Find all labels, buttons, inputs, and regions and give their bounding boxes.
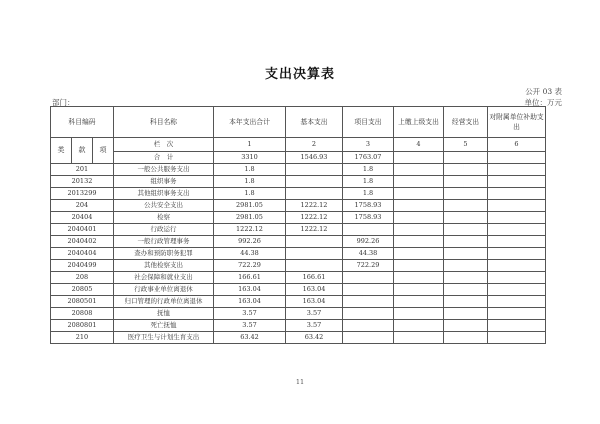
cell-project: 1.8 (343, 176, 394, 188)
cell-subsidiary (488, 188, 546, 200)
cell-code: 2080501 (51, 296, 114, 308)
table-row (51, 200, 546, 212)
cell-name: 行政事业单位离退休 (114, 284, 214, 296)
header-kuan: 款 (72, 138, 93, 164)
cell-to-superior (394, 212, 444, 224)
cell-basic (286, 236, 343, 248)
col-num-5: 5 (444, 138, 488, 152)
cell-name: 医疗卫生与计划生育支出 (114, 332, 214, 344)
table-row (51, 332, 546, 344)
cell-project: 1758.93 (343, 200, 394, 212)
header-basic: 基本支出 (286, 107, 343, 138)
cell-basic: 3.57 (286, 308, 343, 320)
table-row (51, 308, 546, 320)
cell-basic: 163.04 (286, 284, 343, 296)
cell-subsidiary (488, 308, 546, 320)
cell-total: 3.57 (214, 308, 286, 320)
cell-name: 社会保障和就业支出 (114, 272, 214, 284)
cell-basic: 166.61 (286, 272, 343, 284)
cell-total: 163.04 (214, 284, 286, 296)
cell-code: 2040401 (51, 224, 114, 236)
cell-code: 2040499 (51, 260, 114, 272)
table-row (51, 176, 546, 188)
cell-to-superior (394, 176, 444, 188)
cell-subsidiary (488, 284, 546, 296)
header-total: 本年支出合计 (214, 107, 286, 138)
cell-business (444, 260, 488, 272)
cell-total: 3.57 (214, 320, 286, 332)
cell-business (444, 200, 488, 212)
col-num-6: 6 (488, 138, 546, 152)
cell-business (444, 296, 488, 308)
total-row (51, 152, 546, 164)
cell-subsidiary (488, 296, 546, 308)
cell-name: 归口管理的行政单位离退休 (114, 296, 214, 308)
cell-business (444, 236, 488, 248)
col-num-3: 3 (343, 138, 394, 152)
col-num-4: 4 (394, 138, 444, 152)
cell-basic (286, 188, 343, 200)
cell-to-superior (394, 200, 444, 212)
cell-basic (286, 176, 343, 188)
cell-business (444, 212, 488, 224)
cell-business (444, 164, 488, 176)
cell-project: 992.26 (343, 236, 394, 248)
header-name: 科目名称 (114, 107, 214, 138)
cell-to-superior (394, 224, 444, 236)
cell-code: 208 (51, 272, 114, 284)
unit-label: 单位：万元 (524, 98, 562, 107)
cell-to-superior (394, 272, 444, 284)
table-row (51, 248, 546, 260)
cell-subsidiary (488, 248, 546, 260)
cell-name: 一般行政管理事务 (114, 236, 214, 248)
cell-project: 1.8 (343, 164, 394, 176)
cell-total: 44.38 (214, 248, 286, 260)
cell-to-superior (394, 332, 444, 344)
cell-code: 210 (51, 332, 114, 344)
cell-name: 其他组织事务支出 (114, 188, 214, 200)
header-project: 项目支出 (343, 107, 394, 138)
cell-code: 2040402 (51, 236, 114, 248)
cell-subsidiary (488, 320, 546, 332)
cell-project (343, 308, 394, 320)
header-xiang: 项 (93, 138, 114, 164)
cell-code: 20132 (51, 176, 114, 188)
cell-business (444, 332, 488, 344)
cell-business (444, 188, 488, 200)
cell-code: 2040404 (51, 248, 114, 260)
cell-subsidiary (488, 260, 546, 272)
cell-business (444, 224, 488, 236)
cell-basic (286, 164, 343, 176)
cell-project (343, 320, 394, 332)
total-business (444, 152, 488, 164)
cell-to-superior (394, 296, 444, 308)
cell-name: 组织事务 (114, 176, 214, 188)
cell-project: 44.38 (343, 248, 394, 260)
cell-subsidiary (488, 200, 546, 212)
cell-total: 1222.12 (214, 224, 286, 236)
cell-name: 一般公共服务支出 (114, 164, 214, 176)
cell-name: 检察 (114, 212, 214, 224)
department-label: 部门： (52, 98, 75, 107)
cell-project: 722.29 (343, 260, 394, 272)
cell-code: 2013299 (51, 188, 114, 200)
total-total: 3310 (214, 152, 286, 164)
total-basic: 1546.93 (286, 152, 343, 164)
cell-project (343, 332, 394, 344)
column-number-row (51, 138, 546, 152)
cell-name: 查办和预防职务犯罪 (114, 248, 214, 260)
cell-total: 166.61 (214, 272, 286, 284)
cell-project (343, 284, 394, 296)
column-row-label: 栏 次 (114, 138, 214, 152)
table-row (51, 320, 546, 332)
cell-total: 992.26 (214, 236, 286, 248)
cell-subsidiary (488, 212, 546, 224)
cell-subsidiary (488, 236, 546, 248)
cell-to-superior (394, 248, 444, 260)
page-number: 11 (295, 378, 305, 386)
cell-total: 63.42 (214, 332, 286, 344)
table-row (51, 296, 546, 308)
table-row (51, 212, 546, 224)
cell-code: 204 (51, 200, 114, 212)
cell-business (444, 320, 488, 332)
cell-subsidiary (488, 272, 546, 284)
cell-to-superior (394, 320, 444, 332)
cell-basic: 163.04 (286, 296, 343, 308)
cell-business (444, 248, 488, 260)
table-row (51, 236, 546, 248)
header-to-superior: 上缴上级支出 (394, 107, 444, 138)
col-num-1: 1 (214, 138, 286, 152)
cell-total: 1.8 (214, 164, 286, 176)
cell-code: 2080801 (51, 320, 114, 332)
cell-total: 2981.05 (214, 212, 286, 224)
cell-basic (286, 248, 343, 260)
cell-subsidiary (488, 164, 546, 176)
table-row (51, 224, 546, 236)
cell-business (444, 308, 488, 320)
cell-basic: 1222.12 (286, 200, 343, 212)
cell-to-superior (394, 188, 444, 200)
cell-code: 20808 (51, 308, 114, 320)
cell-name: 公共安全支出 (114, 200, 214, 212)
cell-project (343, 296, 394, 308)
cell-to-superior (394, 236, 444, 248)
expenditure-table (50, 106, 546, 344)
cell-code: 201 (51, 164, 114, 176)
cell-business (444, 176, 488, 188)
total-subsidiary (488, 152, 546, 164)
table-row (51, 260, 546, 272)
header-code: 科目编码 (51, 107, 114, 138)
cell-basic: 1222.12 (286, 224, 343, 236)
cell-business (444, 272, 488, 284)
total-project: 1763.07 (343, 152, 394, 164)
cell-project (343, 224, 394, 236)
cell-name: 行政运行 (114, 224, 214, 236)
cell-subsidiary (488, 224, 546, 236)
cell-project (343, 272, 394, 284)
cell-name: 抚恤 (114, 308, 214, 320)
cell-project: 1.8 (343, 188, 394, 200)
form-number: 公开 03 表 (525, 87, 562, 96)
cell-code: 20805 (51, 284, 114, 296)
cell-project: 1758.93 (343, 212, 394, 224)
cell-basic: 3.57 (286, 320, 343, 332)
cell-to-superior (394, 260, 444, 272)
cell-total: 163.04 (214, 296, 286, 308)
cell-basic (286, 260, 343, 272)
table-row (51, 284, 546, 296)
cell-subsidiary (488, 176, 546, 188)
cell-subsidiary (488, 332, 546, 344)
cell-basic: 63.42 (286, 332, 343, 344)
cell-to-superior (394, 284, 444, 296)
cell-to-superior (394, 308, 444, 320)
cell-name: 死亡抚恤 (114, 320, 214, 332)
cell-total: 722.29 (214, 260, 286, 272)
table-row (51, 272, 546, 284)
header-lei: 类 (51, 138, 72, 164)
col-num-2: 2 (286, 138, 343, 152)
cell-code: 20404 (51, 212, 114, 224)
header-row (51, 107, 546, 138)
cell-name: 其他检察支出 (114, 260, 214, 272)
total-label: 合 计 (114, 152, 214, 164)
document-title: 支出决算表 (264, 67, 335, 82)
table-row (51, 164, 546, 176)
cell-business (444, 284, 488, 296)
cell-total: 2981.05 (214, 200, 286, 212)
cell-basic: 1222.12 (286, 212, 343, 224)
header-subsidiary: 对附属单位补助支出 (488, 107, 546, 138)
cell-total: 1.8 (214, 176, 286, 188)
cell-total: 1.8 (214, 188, 286, 200)
total-to-superior (394, 152, 444, 164)
header-business: 经营支出 (444, 107, 488, 138)
table-row (51, 188, 546, 200)
cell-to-superior (394, 164, 444, 176)
